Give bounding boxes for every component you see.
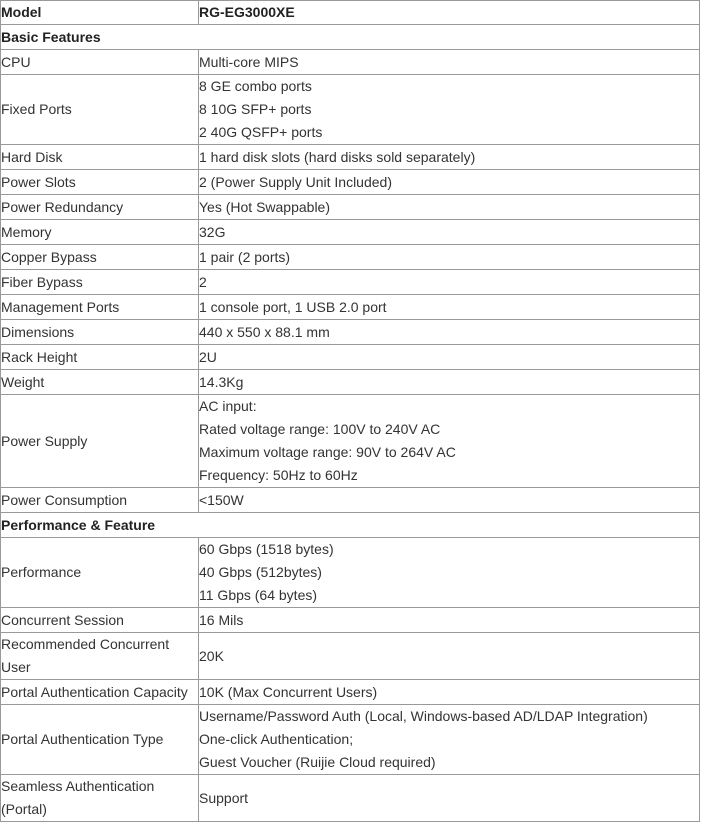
spec-row: [1, 50, 700, 75]
spec-value-line: 1 pair (2 ports): [199, 248, 291, 265]
spec-row: [1, 680, 700, 705]
spec-label: [1, 50, 199, 75]
spec-label-line: User: [1, 659, 31, 675]
spec-value-line: 8 10G SFP+ ports: [199, 101, 312, 117]
spec-row: [1, 345, 700, 370]
spec-label-line: Portal Authentication Capacity: [1, 683, 188, 700]
section-header-row: [1, 513, 700, 538]
spec-label: [1, 608, 199, 633]
spec-value-line: 16 Mils: [199, 611, 244, 628]
spec-row: [1, 608, 700, 633]
spec-label-line: Power Redundancy: [1, 198, 124, 215]
spec-row: [1, 488, 700, 513]
spec-row: [1, 245, 700, 270]
spec-label: [1, 345, 199, 370]
spec-label: [1, 320, 199, 345]
spec-value: [199, 680, 700, 705]
spec-label-line: CPU: [1, 53, 31, 70]
spec-label-line: Power Consumption: [1, 491, 128, 508]
spec-value: [199, 370, 700, 395]
spec-value: [199, 295, 700, 320]
spec-label-line: Recommended Concurrent: [1, 636, 170, 652]
spec-row: [1, 145, 700, 170]
spec-value-line: Maximum voltage range: 90V to 264V AC: [199, 444, 456, 460]
spec-label: [1, 395, 199, 488]
spec-value-line: 1 hard disk slots (hard disks sold separately): [199, 148, 476, 165]
spec-table-body: [1, 1, 700, 822]
model-value: RG-EG3000XE: [199, 1, 700, 25]
model-header-row: [1, 1, 700, 25]
spec-label: [1, 270, 199, 295]
spec-label-line: Power Supply: [1, 432, 88, 449]
spec-row: [1, 170, 700, 195]
spec-value-line: 10K (Max Concurrent Users): [199, 683, 378, 700]
spec-value-line: Username/Password Auth (Local, Windows-based AD/LDAP Integration): [199, 708, 648, 724]
spec-value: [199, 270, 700, 295]
spec-row: [1, 270, 700, 295]
spec-label: [1, 775, 199, 822]
spec-label-line: Fixed Ports: [1, 101, 72, 117]
spec-value: [199, 538, 700, 608]
model-label: Model: [1, 1, 199, 25]
section-title: Basic Features: [1, 25, 700, 50]
spec-value-line: 2U: [199, 348, 217, 365]
spec-label-line: Rack Height: [1, 348, 78, 365]
spec-label-line: Portal Authentication Type: [1, 731, 164, 747]
spec-value-line: AC input:: [199, 398, 257, 414]
spec-label-line: Memory: [1, 223, 52, 240]
spec-value-line: Yes (Hot Swappable): [199, 198, 331, 215]
spec-label: [1, 195, 199, 220]
spec-label: [1, 145, 199, 170]
section-title: Performance & Feature: [1, 513, 700, 538]
spec-value: [199, 633, 700, 680]
spec-value-line: 2 (Power Supply Unit Included): [199, 173, 392, 190]
spec-row: [1, 220, 700, 245]
spec-label: [1, 488, 199, 513]
spec-value: [199, 145, 700, 170]
spec-row: [1, 395, 700, 488]
spec-row: [1, 538, 700, 608]
spec-value: [199, 245, 700, 270]
spec-label-line: Copper Bypass: [1, 248, 97, 265]
spec-label-line: Management Ports: [1, 298, 120, 315]
spec-value: [199, 320, 700, 345]
spec-value-line: Support: [199, 789, 249, 806]
spec-value: [199, 50, 700, 75]
spec-label-line: Hard Disk: [1, 148, 63, 165]
spec-value: [199, 220, 700, 245]
spec-value: [199, 608, 700, 633]
spec-value: [199, 488, 700, 513]
spec-value-line: 2: [199, 273, 207, 290]
spec-value: [199, 170, 700, 195]
spec-value-line: 14.3Kg: [199, 373, 244, 390]
spec-label-line: Fiber Bypass: [1, 273, 83, 290]
spec-value-line: 11 Gbps (64 bytes): [199, 587, 318, 603]
spec-label: [1, 633, 199, 680]
spec-label-line: (Portal): [1, 801, 47, 817]
spec-row: [1, 370, 700, 395]
spec-label: [1, 220, 199, 245]
spec-value: [199, 195, 700, 220]
spec-label: [1, 170, 199, 195]
spec-value: [199, 395, 700, 488]
spec-label: [1, 75, 199, 145]
spec-label-line: Dimensions: [1, 323, 75, 340]
spec-value-line: One-click Authentication;: [199, 731, 354, 747]
spec-label-line: Weight: [1, 373, 45, 390]
spec-label: [1, 538, 199, 608]
spec-value-line: 1 console port, 1 USB 2.0 port: [199, 298, 387, 315]
spec-value-line: 60 Gbps (1518 bytes): [199, 541, 334, 557]
spec-value-line: Rated voltage range: 100V to 240V AC: [199, 421, 441, 437]
spec-label: [1, 370, 199, 395]
spec-label-line: Power Slots: [1, 173, 76, 190]
spec-value: [199, 705, 700, 775]
spec-value: [199, 75, 700, 145]
spec-value-line: Frequency: 50Hz to 60Hz: [199, 467, 358, 483]
spec-value-line: Multi-core MIPS: [199, 53, 299, 70]
spec-value: [199, 345, 700, 370]
spec-label-line: Seamless Authentication: [1, 778, 155, 794]
spec-value-line: <150W: [199, 491, 244, 508]
spec-label: [1, 680, 199, 705]
spec-label: [1, 705, 199, 775]
spec-label-line: Concurrent Session: [1, 611, 124, 628]
spec-value-line: 20K: [199, 647, 224, 664]
spec-row: [1, 295, 700, 320]
spec-value-line: 2 40G QSFP+ ports: [199, 124, 323, 140]
spec-value-line: 8 GE combo ports: [199, 78, 312, 94]
spec-label: [1, 295, 199, 320]
spec-label-line: Performance: [1, 564, 82, 580]
spec-value-line: 40 Gbps (512bytes): [199, 564, 322, 580]
section-header-row: [1, 25, 700, 50]
spec-row: [1, 195, 700, 220]
spec-row: [1, 75, 700, 145]
spec-value-line: Guest Voucher (Ruijie Cloud required): [199, 754, 436, 770]
spec-row: [1, 705, 700, 775]
spec-value-line: 440 x 550 x 88.1 mm: [199, 323, 330, 340]
spec-value-line: 32G: [199, 223, 226, 240]
spec-label: [1, 245, 199, 270]
spec-row: [1, 633, 700, 680]
spec-value: [199, 775, 700, 822]
spec-row: [1, 320, 700, 345]
spec-row: [1, 775, 700, 822]
